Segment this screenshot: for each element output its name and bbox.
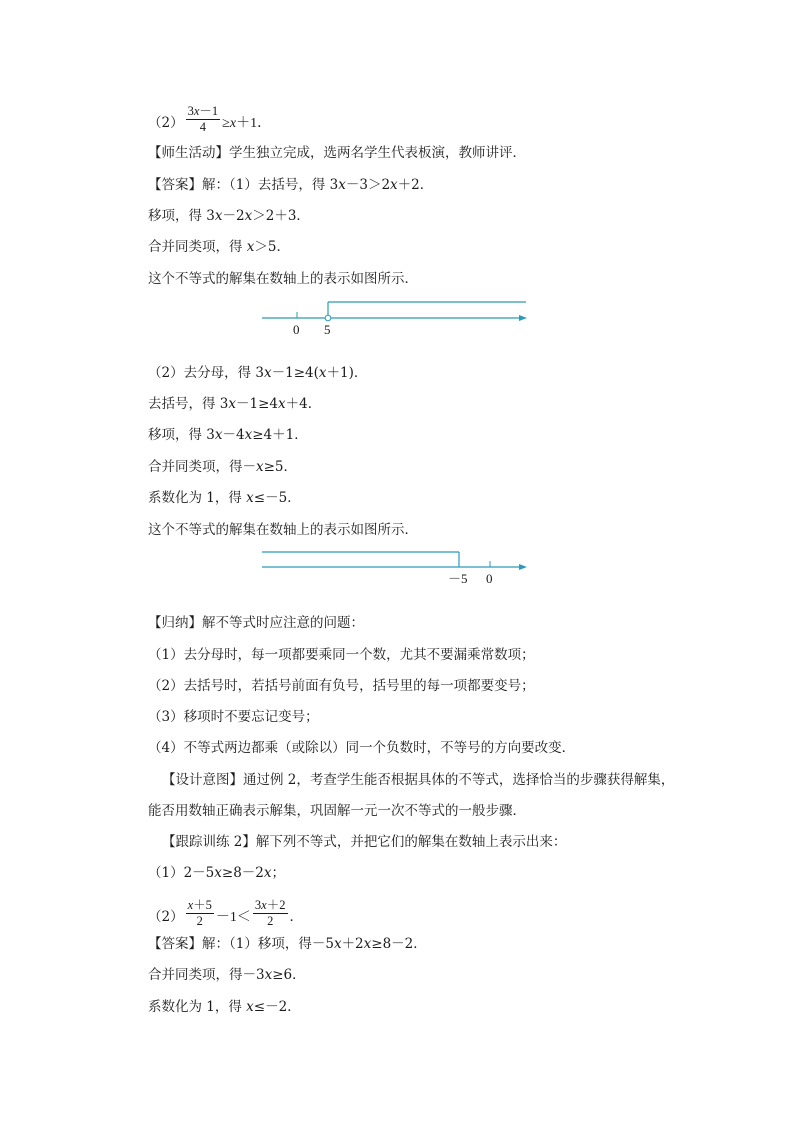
var-x: x <box>264 967 273 983</box>
summary-item-1 <box>148 646 535 664</box>
var-x: x <box>246 999 254 1015</box>
section-tag: 【归纳】 <box>148 615 202 631</box>
text: ＋2 <box>341 936 364 952</box>
fraction-1 <box>186 898 214 929</box>
text: ＞2＋3． <box>252 208 310 224</box>
fraction-2 <box>253 898 288 929</box>
answer-tag: 【答案】 <box>148 177 202 193</box>
text: ＞5． <box>254 239 291 255</box>
text: ≤－5． <box>253 490 301 506</box>
fraction <box>186 104 221 135</box>
section-tag: 【跟踪训练 2】 <box>162 834 256 850</box>
var-x: x <box>263 865 272 881</box>
var-x: x <box>256 459 264 475</box>
var-x: x <box>214 865 222 881</box>
text: 移项，得 3 <box>148 427 215 443</box>
var-x: x <box>390 177 398 193</box>
answer-part2-line-3 <box>148 426 308 444</box>
var-x: x <box>261 898 267 912</box>
text: （2）去括号时，若括号前面有负号，括号里的每一项都要变号； <box>148 678 535 694</box>
text: －4 <box>222 427 245 443</box>
practice-answer-line-2 <box>148 966 306 984</box>
text: ≥5． <box>263 459 298 475</box>
var-x: x <box>214 427 223 443</box>
tick-label-neg5: －5 <box>448 571 468 586</box>
answer-part2-line-2 <box>148 395 321 413</box>
summary-item-3 <box>148 708 319 726</box>
tick-label-0: 0 <box>293 322 300 337</box>
axis-arrow <box>519 315 527 321</box>
text: ． <box>289 909 303 925</box>
answer-line-1 <box>148 176 433 194</box>
answer-tag: 【答案】 <box>148 936 202 952</box>
text: 解下列不等式，并把它们的解集在数轴上表示出来： <box>255 834 567 850</box>
text: 合并同类项，得－3 <box>148 967 265 983</box>
text: －2 <box>222 208 245 224</box>
fraction-numerator <box>186 898 214 914</box>
inequality-2-statement <box>148 104 271 135</box>
fraction-denominator: 4 <box>199 120 206 134</box>
item-number: （2） <box>148 115 184 131</box>
text: 移项，得 3 <box>148 208 215 224</box>
text: 合并同类项，得 <box>148 239 247 255</box>
text: （1）去分母时，每一项都要乘同一个数，尤其不要漏乘常数项； <box>148 647 535 663</box>
text: 能否用数轴正确表示解集，巩固解一元一次不等式的一般步骤． <box>148 803 526 819</box>
practice-answer-line-3 <box>148 998 301 1016</box>
practice-item-1 <box>148 864 285 882</box>
var-x: x <box>228 396 237 412</box>
practice-item-2 <box>148 898 303 929</box>
summary-item-2 <box>148 677 535 695</box>
answer-part2-line-1 <box>148 364 367 382</box>
text: （4）不等式两边都乘（或除以）同一个负数时，不等号的方向要改变． <box>148 740 576 756</box>
var-x: x <box>229 116 237 131</box>
answer-part2-line-4 <box>148 458 297 476</box>
geq-sign: ≥ <box>222 116 230 131</box>
text: 系数化为 1，得 <box>148 999 247 1015</box>
var-x: x <box>333 936 342 952</box>
var-x: x <box>193 104 200 118</box>
text: 通过例 2，考查学生能否根据具体的不等式，选择恰当的步骤获得解集， <box>243 772 675 788</box>
answer-part2-line-6 <box>148 521 418 539</box>
axis-arrow <box>519 564 527 570</box>
var-x: x <box>244 208 253 224</box>
fraction-denominator: 2 <box>196 914 203 928</box>
design-intent-line-2 <box>148 802 526 820</box>
var-x: x <box>187 898 194 912</box>
text: 系数化为 1，得 <box>148 490 247 506</box>
practice-heading <box>162 833 566 851</box>
summary-heading <box>148 614 364 632</box>
practice-answer-line-1 <box>148 935 427 953</box>
text: ≥8－2． <box>371 936 427 952</box>
text: ； <box>271 865 286 881</box>
num-b: ＋2 <box>266 898 286 912</box>
teacher-student-activity <box>148 144 526 162</box>
summary-item-4 <box>148 739 575 757</box>
text: ≥4＋1． <box>252 427 308 443</box>
var-x: x <box>363 936 372 952</box>
text: －1＜ <box>215 910 251 925</box>
text: ＋4． <box>285 396 322 412</box>
text: ＋1)． <box>326 365 368 381</box>
text: 解不等式时应注意的问题： <box>202 615 364 631</box>
section-tag: 【设计意图】 <box>162 772 243 788</box>
var-x: x <box>246 490 254 506</box>
var-x: x <box>318 365 327 381</box>
text: ≤－2． <box>253 999 301 1015</box>
answer-line-2 <box>148 207 310 225</box>
var-x: x <box>214 208 223 224</box>
fraction-numerator <box>186 104 221 120</box>
tick-label-0: 0 <box>486 571 493 586</box>
open-circle <box>325 315 331 321</box>
var-x: x <box>278 396 286 412</box>
design-intent-line-1 <box>162 771 674 789</box>
paragraph-text: 学生独立完成，选两名学生代表板演，教师讲评． <box>229 145 526 161</box>
answer-part2-line-5 <box>148 489 301 507</box>
text: （1）2－5 <box>148 865 215 881</box>
text: ≥8－2 <box>221 865 264 881</box>
num-a: 3 <box>187 104 194 118</box>
section-tag: 【师生活动】 <box>148 145 229 161</box>
text: －1≥4 <box>236 396 279 412</box>
tick-label-5: 5 <box>324 322 331 337</box>
num-b: ＋5 <box>193 898 212 912</box>
text: 这个不等式的解集在数轴上的表示如图所示． <box>148 271 418 287</box>
text: ＋2． <box>397 177 434 193</box>
text: 这个不等式的解集在数轴上的表示如图所示． <box>148 522 418 538</box>
text: －1≥4( <box>271 365 319 381</box>
fraction-numerator <box>253 898 288 914</box>
text: （3）移项时不要忘记变号； <box>148 709 319 725</box>
rest: ＋1． <box>236 116 272 131</box>
answer-line-3 <box>148 238 290 256</box>
text: 解：（1）移项，得－5 <box>202 936 334 952</box>
item-number: （2） <box>148 909 184 925</box>
text: （2）去分母，得 3 <box>148 365 264 381</box>
text: 去括号，得 3 <box>148 396 229 412</box>
var-x: x <box>263 365 272 381</box>
var-x: x <box>338 177 346 193</box>
text: －3＞2 <box>345 177 391 193</box>
var-x: x <box>244 427 253 443</box>
text: ≥6． <box>272 967 306 983</box>
fraction-denominator: 2 <box>267 914 274 928</box>
text: 合并同类项，得－ <box>148 459 256 475</box>
var-x: x <box>246 239 255 255</box>
answer-line-4 <box>148 270 418 288</box>
num-a: 3 <box>254 898 262 912</box>
num-b: －1 <box>199 104 219 118</box>
text: 解：（1）去括号，得 3 <box>202 177 339 193</box>
